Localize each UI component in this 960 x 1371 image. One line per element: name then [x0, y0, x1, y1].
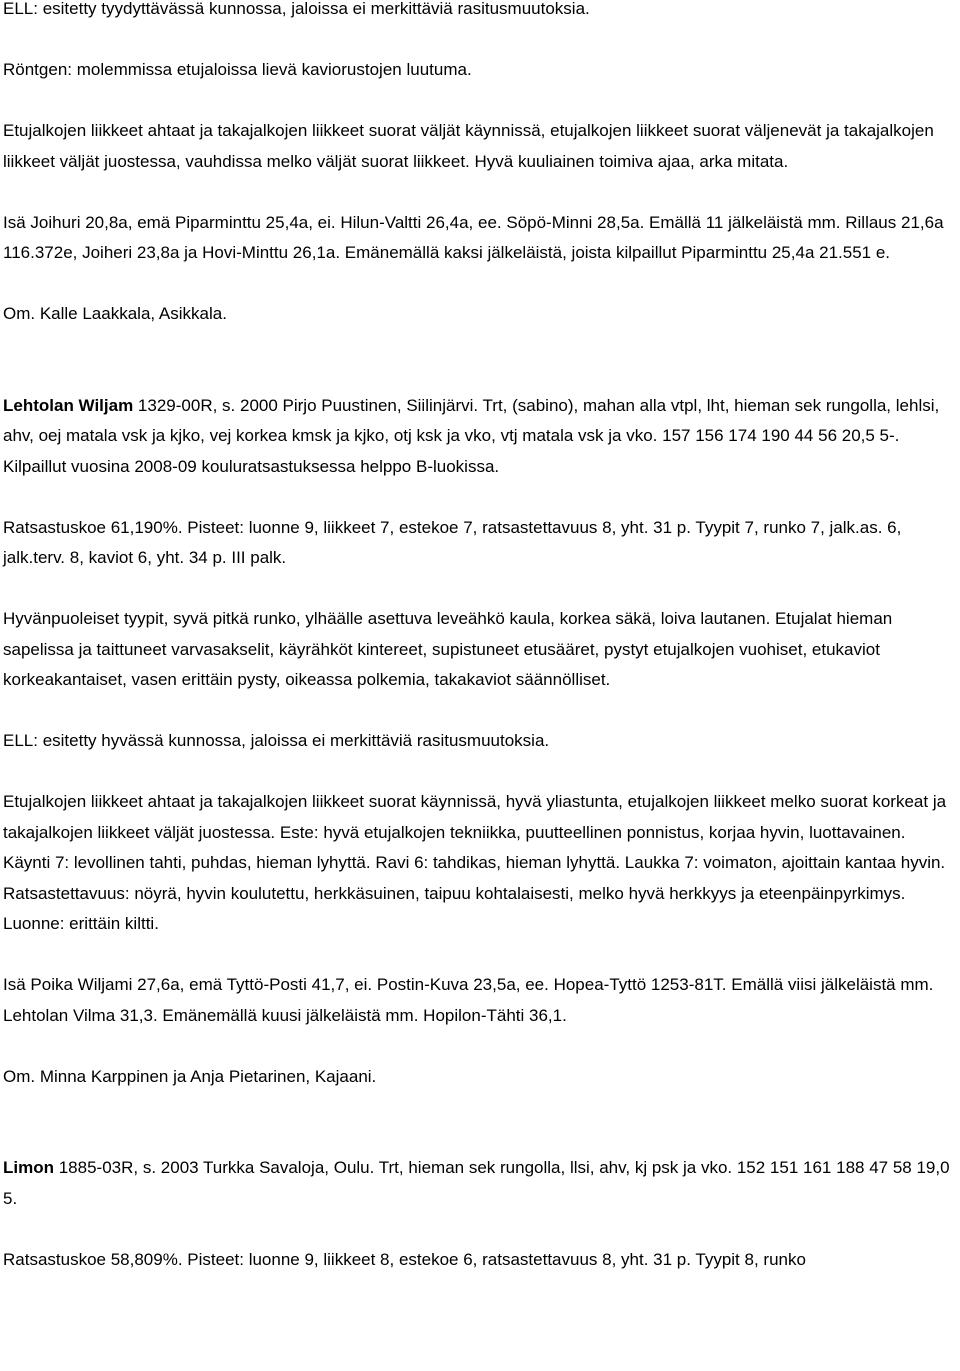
paragraph-spacer	[3, 269, 957, 300]
paragraph-spacer	[3, 940, 957, 971]
paragraph-spacer	[3, 482, 957, 513]
movement-paragraph: Etujalkojen liikkeet ahtaat ja takajalkojen liikkeet suorat väljät käynnissä, etujalkojen liikkeet suorat väljenevät ja takajalkojen liikkeet väljät juostessa, vauhdissa melko väljät suorat liikkeet. Hyvä kuuliainen toimiva ajaa, arka mitata.	[3, 121, 934, 171]
xray-paragraph: Röntgen: molemmissa etujaloissa lievä kaviorustojen luutuma.	[3, 60, 472, 79]
movement-paragraph: Etujalkojen liikkeet ahtaat ja takajalkojen liikkeet suorat käynnissä, hyvä yliastunta, etujalkojen liikkeet melko suorat korkeat ja takajalkojen liikkeet väljät juostessa. Este: hyvä etujalkojen tekniikka, puutteellinen ponnistus, korjaa hyvin, luottavainen. Käynti 7: levollinen tahti, puhdas, hieman lyhyttä. Ravi 6: tahdikas, hieman lyhyttä. Laukka 7: voimaton, ajoittain kantaa hyvin. Ratsastettavuus: nöyrä, hyvin koulutettu, herkkäsuinen, taipuu kohtalaisesti, melko hyvä herkkyys ja eteenpäinpyrkimys. Luonne: erittäin kiltti.	[3, 792, 947, 933]
horse-details: 1329-00R, s. 2000 Pirjo Puustinen, Siilinjärvi. Trt, (sabino), mahan alla vtpl, lht, hieman sek rungolla, lehlsi, ahv, oej matala vsk ja kjko, vej korkea kmsk ja kjko, otj ksk ja vko, vtj matala vsk ja vko. 157 156 174 190 44 56 20,5 5-. Kilpaillut vuosina 2008-09 kouluratsastuksessa helppo B-luokissa.	[3, 395, 940, 476]
paragraph-spacer	[3, 1214, 957, 1245]
owner-paragraph: Om. Kalle Laakkala, Asikkala.	[3, 304, 227, 323]
horse-details: 1885-03R, s. 2003 Turkka Savaloja, Oulu. Trt, hieman sek rungolla, llsi, ahv, kj psk ja vko. 152 151 161 188 47 58 19,0 5.	[3, 1158, 950, 1208]
horse-name: Lehtolan Wiljam	[3, 395, 134, 415]
paragraph-spacer	[3, 25, 957, 56]
conformation-paragraph: Hyvänpuoleiset tyypit, syvä pitkä runko, ylhäälle asettuva leveähkö kaula, korkea säkä, loiva lautanen. Etujalat hieman sapelissa ja taittuneet varvasakselit, käyrähköt kintereet, supistuneet etusääret, pystyt etujalkojen vuohiset, etukaviot korkeakantaiset, vasen erittäin pysty, oikeassa polkemia, takakaviot säännölliset.	[3, 609, 893, 689]
paragraph-spacer	[3, 757, 957, 788]
vet-exam-paragraph: ELL: esitetty tyydyttävässä kunnossa, jaloissa ei merkittäviä rasitusmuutoksia.	[3, 0, 590, 18]
paragraph-spacer	[3, 177, 957, 208]
riding-test-paragraph: Ratsastuskoe 61,190%. Pisteet: luonne 9, liikkeet 7, estekoe 7, ratsastettavuus 8, yht. 31 p. Tyypit 7, runko 7, jalk.as. 6, jalk.terv. 8, kaviot 6, yht. 34 p. III palk.	[3, 517, 902, 567]
paragraph-spacer	[3, 574, 957, 605]
horse-entry-paragraph	[3, 1153, 957, 1214]
paragraph-spacer	[3, 1031, 957, 1062]
document-page	[3, 0, 957, 1275]
section-spacer	[3, 330, 957, 391]
section-spacer	[3, 1092, 957, 1153]
pedigree-paragraph: Isä Joihuri 20,8a, emä Piparminttu 25,4a, ei. Hilun-Valtti 26,4a, ee. Söpö-Minni 28,5a. Emällä 11 jälkeläistä mm. Rillaus 21,6a 116.372e, Joiheri 23,8a ja Hovi-Minttu 26,1a. Emänemällä kaksi jälkeläistä, joista kilpaillut Piparminttu 25,4a 21.551 e.	[3, 212, 944, 262]
paragraph-spacer	[3, 696, 957, 727]
vet-exam-paragraph: ELL: esitetty hyvässä kunnossa, jaloissa ei merkittäviä rasitusmuutoksia.	[3, 731, 550, 750]
owner-paragraph: Om. Minna Karppinen ja Anja Pietarinen, Kajaani.	[3, 1066, 377, 1086]
paragraph-spacer	[3, 86, 957, 117]
pedigree-paragraph: Isä Poika Wiljami 27,6a, emä Tyttö-Posti 41,7, ei. Postin-Kuva 23,5a, ee. Hopea-Tyttö 1253-81T. Emällä viisi jälkeläistä mm. Lehtolan Vilma 31,3. Emänemällä kuusi jälkeläistä mm. Hopilon-Tähti 36,1.	[3, 975, 934, 1025]
horse-entry-paragraph	[3, 391, 957, 483]
horse-name: Limon	[3, 1158, 54, 1177]
riding-test-paragraph: Ratsastuskoe 58,809%. Pisteet: luonne 9, liikkeet 8, estekoe 6, ratsastettavuus 8, yht. 31 p. Tyypit 8, runko	[3, 1249, 806, 1269]
